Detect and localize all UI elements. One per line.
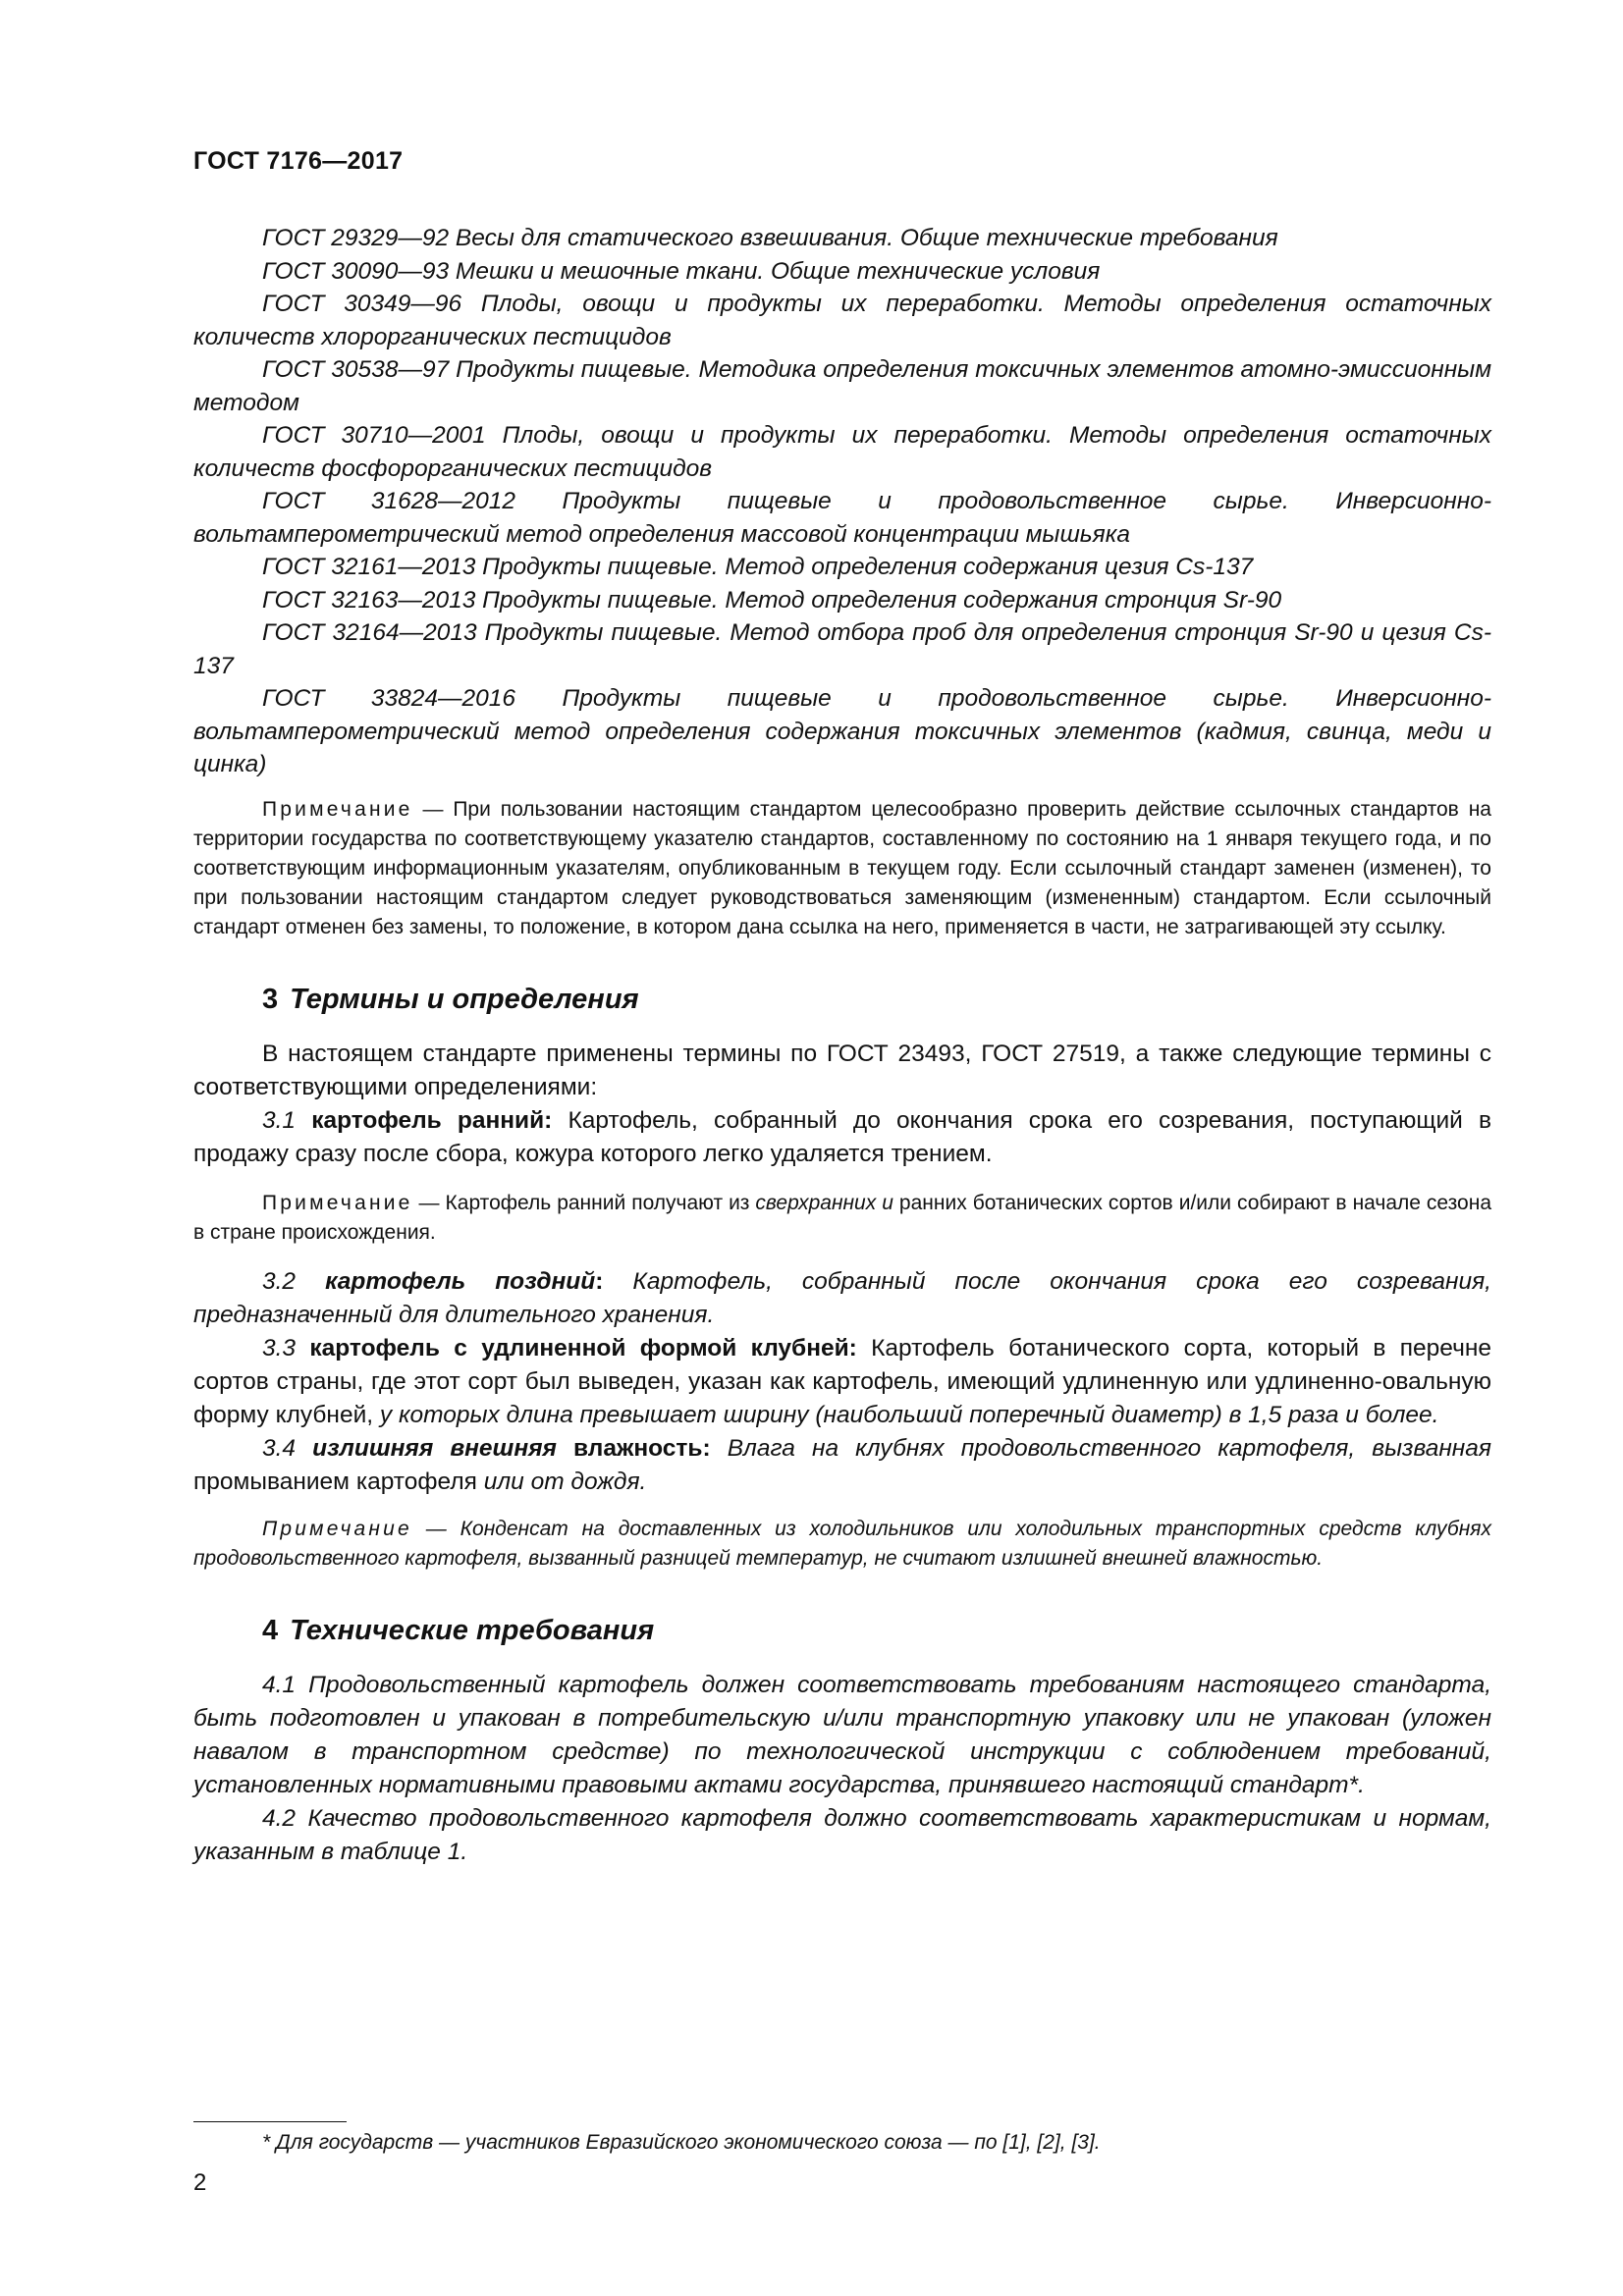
section-number: 3 (262, 983, 279, 1015)
term-3-2 (193, 1265, 1491, 1332)
reference-item: ГОСТ 32163—2013 Продукты пищевые. Метод определения содержания стронция Sr-90 (262, 586, 1282, 614)
note-text: ранних ботанических сортов и/или собирают в начале сезона в стране происхождения. (193, 1191, 1491, 1244)
term-definition: Картофель, собранный после окончания срока его созревания, предназначенный для длительного хранения. (193, 1267, 1491, 1328)
term-3-4-note (193, 1515, 1491, 1574)
term-number: 3.4 (262, 1434, 297, 1462)
reference-item: ГОСТ 33824—2016 Продукты пищевые и продовольственное сырье. Инверсионно-вольтамперометрический метод определения содержания токсичных элементов (кадмия, свинца, меди и цинка) (193, 685, 1491, 777)
term-name: излишняя внешняя (312, 1434, 557, 1462)
term-3-4 (193, 1432, 1491, 1499)
term-3-1 (193, 1104, 1491, 1171)
term-name: картофель с удлиненной формой клубней: (309, 1334, 857, 1362)
section-3-heading (193, 984, 1491, 1016)
reference-item: ГОСТ 30538—97 Продукты пищевые. Методика определения токсичных элементов атомно-эмиссионным методом (193, 356, 1491, 416)
note-text: — Картофель ранний получают из (412, 1191, 756, 1214)
references-note (193, 795, 1491, 942)
term-name: картофель ранний: (311, 1106, 553, 1134)
note-label: Примечание (262, 1191, 413, 1214)
term-number: 3.3 (262, 1334, 297, 1362)
term-name: картофель поздний (325, 1267, 596, 1295)
page-number: 2 (193, 2169, 207, 2196)
reference-item: ГОСТ 32161—2013 Продукты пищевые. Метод определения содержания цезия Cs-137 (262, 554, 1254, 580)
section-title: Технические требования (290, 1614, 655, 1646)
term-definition-italic: у которых длина превышает ширину (наибольший поперечный диаметр) в 1,5 раза и более. (379, 1401, 1439, 1428)
section-number: 4 (262, 1614, 279, 1646)
document-header: ГОСТ 7176—2017 (193, 147, 404, 175)
term-definition-italic: или от дождя. (483, 1468, 647, 1495)
note-text: — При пользовании настоящим стандартом целесообразно проверить действие ссылочных стандартов на территории государства по соответствующему указателю стандартов, составленному по состоянию на 1 января текущего года, и по соответствующим информационным указателям, опубликованным в текущем году. Если ссылочный стандарт заменен (изменен), то при пользовании настоящим стандартом следует руководствоваться заменяющим (измененным) стандартом. Если ссылочный стандарт отменен без замены, то положение, в котором дана ссылка на него, применяется в части, не затрагивающей эту ссылку. (193, 797, 1491, 938)
term-colon: : (595, 1267, 604, 1295)
note-text: — Конденсат на доставленных из холодильников или холодильных транспортных средств клубнях продовольственного картофеля, вызванный разницей температур, не считают излишней внешней влажностью. (193, 1517, 1491, 1570)
section-3-intro: В настоящем стандарте применены термины по ГОСТ 23493, ГОСТ 27519, а также следующие термины с соответствующими определениями: (193, 1040, 1491, 1100)
reference-item: ГОСТ 30090—93 Мешки и мешочные ткани. Общие технические условия (262, 257, 1101, 285)
reference-item: ГОСТ 29329—92 Весы для статического взвешивания. Общие технические требования (262, 225, 1278, 251)
term-definition: Картофель ботанического сорта, который в перечне сортов страны, где этот сорт был выведен, указан как картофель, имеющий удлиненную или удлиненно-овальную форму клубней, (193, 1334, 1492, 1428)
section-4-heading (193, 1615, 1491, 1647)
reference-item: ГОСТ 30710—2001 Плоды, овощи и продукты их переработки. Методы определения остаточных количеств фосфорорганических пестицидов (193, 422, 1491, 482)
reference-item: ГОСТ 31628—2012 Продукты пищевые и продовольственное сырье. Инверсионно-вольтамперометрический метод определения массовой концентрации мышьяка (193, 488, 1491, 548)
term-definition: Картофель, собранный до окончания срока его созревания, поступающий в продажу сразу после сбора, кожура которого легко удаляется трением. (193, 1106, 1492, 1167)
term-number: 3.2 (262, 1267, 297, 1295)
clause-4-2: 4.2 Качество продовольственного картофеля должно соответствовать характеристикам и нормам, указанным в таблице 1. (193, 1804, 1491, 1865)
note-label: Примечание (262, 797, 413, 821)
normative-references (193, 222, 1491, 1869)
footnote: * Для государств — участников Евразийского экономического союза — по [1], [2], [3]. (262, 2131, 1101, 2154)
footnote-separator (193, 2121, 347, 2122)
term-definition: промыванием картофеля (193, 1468, 484, 1495)
term-number: 3.1 (262, 1106, 297, 1134)
reference-item: ГОСТ 32164—2013 Продукты пищевые. Метод отбора проб для определения стронция Sr-90 и цезия Cs-137 (193, 619, 1491, 679)
term-name: влажность: (556, 1434, 711, 1462)
reference-item: ГОСТ 30349—96 Плоды, овощи и продукты их переработки. Методы определения остаточных количеств хлорорганических пестицидов (193, 291, 1491, 350)
clause-4-1: 4.1 Продовольственный картофель должен соответствовать требованиям настоящего стандарта, быть подготовлен и упакован в потребительскую и/или транспортную упаковку или не упакован (уложен навалом в транспортном средстве) по технологической инструкции с соблюдением требований, установленных нормативными правовыми актами государства, принявшего настоящий стандарт*. (193, 1671, 1491, 1798)
term-3-1-note (193, 1189, 1491, 1248)
note-text-italic: сверхранних и (755, 1191, 893, 1214)
note-label: Примечание (262, 1517, 412, 1540)
term-definition-italic: Влага на клубнях продовольственного картофеля, вызванная (710, 1434, 1491, 1462)
section-title: Термины и определения (290, 983, 639, 1015)
term-3-3 (193, 1332, 1491, 1432)
